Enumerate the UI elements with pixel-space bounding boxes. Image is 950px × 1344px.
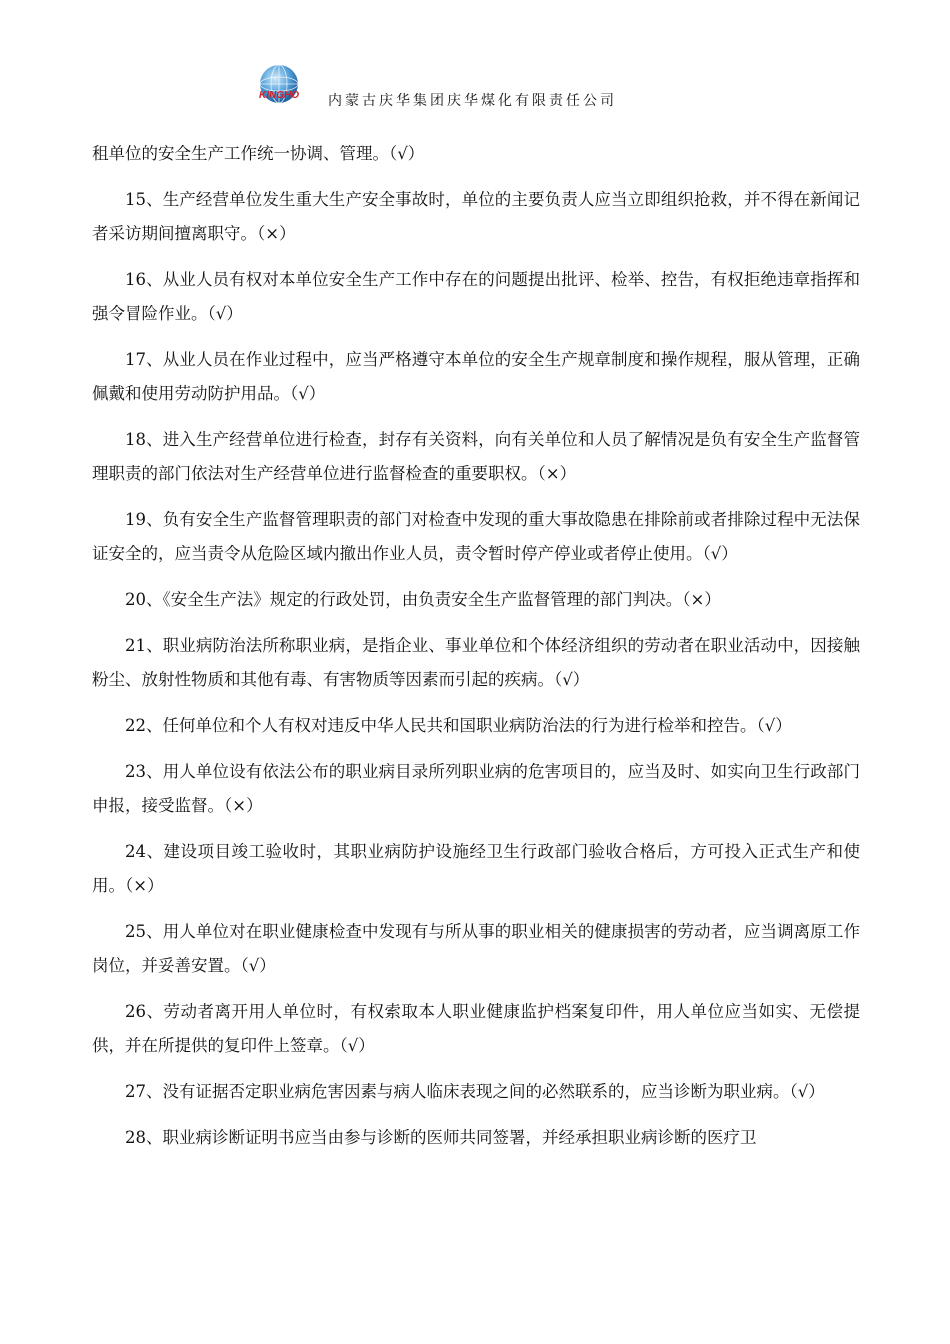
paragraph-item-22: 22、任何单位和个人有权对违反中华人民共和国职业病防治法的行为进行检举和控告。（√） [125,716,792,735]
paragraph-item-25: 25、用人单位对在职业健康检查中发现有与所从事的职业相关的健康损害的劳动者，应当调离原工作岗位，并妥善安置。（√） [92,922,860,975]
paragraph-item-15: 15、生产经营单位发生重大生产安全事故时，单位的主要负责人应当立即组织抢救，并不得在新闻记者采访期间擅离职守。（×） [92,190,860,243]
paragraph-continuation: 租单位的安全生产工作统一协调、管理。（√） [92,144,425,163]
paragraph-item-28: 28、职业病诊断证明书应当由参与诊断的医师共同签署，并经承担职业病诊断的医疗卫 [125,1128,757,1147]
paragraph-item-19: 19、负有安全生产监督管理职责的部门对检查中发现的重大事故隐患在排除前或者排除过程中无法保证安全的，应当责令从危险区域内撤出作业人员，责令暂时停产停业或者停止使用。（√） [92,510,860,563]
document-body [92,137,860,1167]
paragraph-item-20: 20、《安全生产法》规定的行政处罚，由负责安全生产监督管理的部门判决。（×） [125,590,721,609]
company-globe-logo [254,62,304,112]
paragraph-item-24: 24、建设项目竣工验收时，其职业病防护设施经卫生行政部门验收合格后，方可投入正式生产和使用。（×） [92,842,860,895]
paragraph-item-27: 27、没有证据否定职业病危害因素与病人临床表现之间的必然联系的，应当诊断为职业病。（√） [125,1082,825,1101]
company-name: 内蒙古庆华集团庆华煤化有限责任公司 [328,93,617,109]
logo-text: KINGHO [259,90,299,101]
paragraph-item-17: 17、从业人员在作业过程中，应当严格遵守本单位的安全生产规章制度和操作规程，服从管理，正确佩戴和使用劳动防护用品。（√） [92,350,860,403]
page-header [254,62,714,112]
paragraph-item-16: 16、从业人员有权对本单位安全生产工作中存在的问题提出批评、检举、控告，有权拒绝违章指挥和强令冒险作业。（√） [92,270,860,323]
paragraph-item-18: 18、进入生产经营单位进行检查，封存有关资料，向有关单位和人员了解情况是负有安全生产监督管理职责的部门依法对生产经营单位进行监督检查的重要职权。（×） [92,430,860,483]
paragraph-item-23: 23、用人单位设有依法公布的职业病目录所列职业病的危害项目的，应当及时、如实向卫生行政部门申报，接受监督。（×） [92,762,860,815]
paragraph-item-21: 21、职业病防治法所称职业病，是指企业、事业单位和个体经济组织的劳动者在职业活动中，因接触粉尘、放射性物质和其他有毒、有害物质等因素而引起的疾病。（√） [92,636,860,689]
paragraph-item-26: 26、劳动者离开用人单位时，有权索取本人职业健康监护档案复印件，用人单位应当如实、无偿提供，并在所提供的复印件上签章。（√） [92,1002,860,1055]
